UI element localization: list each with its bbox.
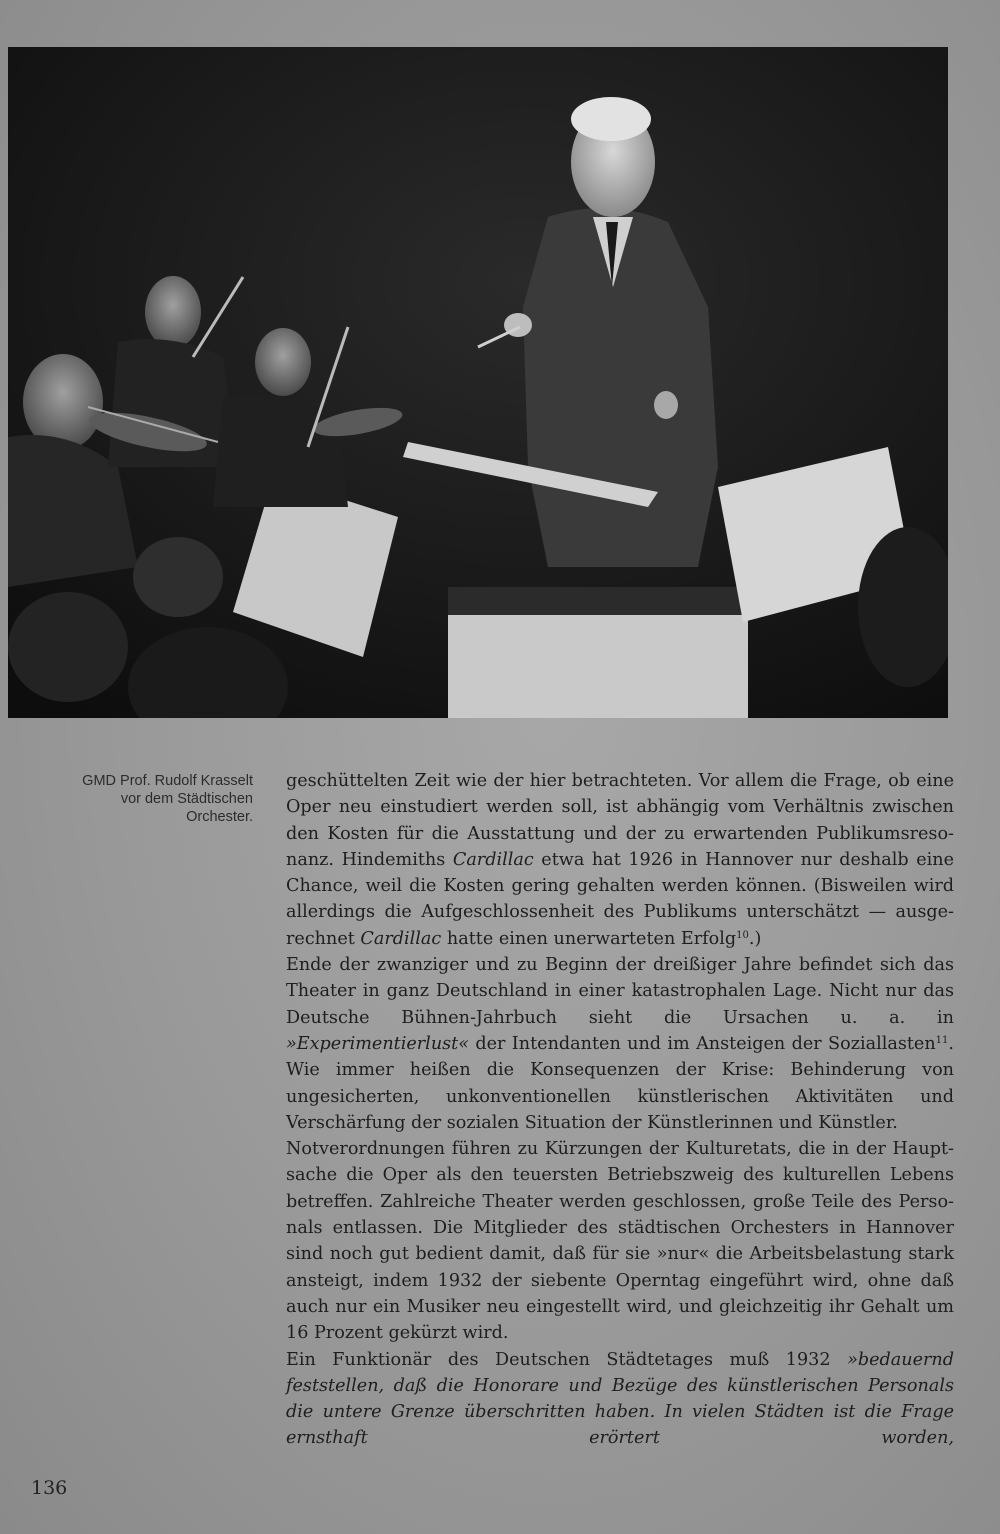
paragraph-4 [286,1347,954,1452]
paragraph-2-text-d: . Wie immer heißen die Konsequenzen der Krise: Behinderung von ungesicherten, unkonventionellen künstlerischen Aktivitäten und Verschärfung der sozialen Situation der Künstlerinnen und Künstler. [286,1033,954,1133]
paragraph-2-text-a: Ende der zwanziger und zu Beginn der dreißiger Jahre befindet sich das Theater in ganz Deutschland in einer katastrophalen Lage. Nicht nur das Deutsche Bühnen-Jahrbuch sieht die Ursachen u. a. in [286,955,954,1028]
paragraph-2-text-c: der Intendanten und im Ansteigen der Soziallasten [469,1033,936,1054]
body-text [286,768,954,1452]
paragraph-1 [286,768,954,952]
photo-illustration [8,47,948,718]
caption-line-3: Orchester. [186,809,253,825]
caption-line-2: vor dem Städtischen [120,791,253,807]
orchestra-photo [8,47,948,718]
opera-title-cardillac: Cardillac [452,849,534,870]
quote-experimentierlust: »Experimentierlust« [286,1033,470,1054]
paragraph-3: Notverordnungen führen zu Kürzungen der Kulturetats, die in der Hauptsache die Oper als den teuersten Betriebszweig des kulturellen Lebens betreffen. Zahlreiche Theater werden geschlossen, große Teile des Personals entlassen. Die Mitglieder des städtischen Orchesters in Hannover sind noch gut bedient damit, daß für sie »nur« die Arbeitsbelastung stark ansteigt, indem 1932 der siebente Operntag eingeführt wird, ohne daß auch nur ein Musiker neu eingestellt wird, und gleichzeitig ihr Gehalt um 16 Prozent gekürzt wird. [286,1139,954,1344]
quote-staedtetag: »bedauernd feststellen, daß die Honorare und Bezüge des künstlerischen Personals die untere Grenze überschritten haben. In vielen Städten ist die Frage ernsthaft erörtert worden, [286,1349,954,1449]
paragraph-2 [286,952,954,1136]
caption-line-1: GMD Prof. Rudolf Krasselt [82,773,253,789]
paragraph-1-text-c: etwa hat 1926 in Hannover nur deshalb eine Chance, weil die Kosten gering gehalten werden können. (Bisweilen wird allerdings die Aufgeschlossenheit des Publikums unterschätzt — ausgerechnet [286,849,954,949]
footnote-ref-10: 10 [736,929,749,941]
opera-title-cardillac-2: Cardillac [360,928,442,949]
footnote-ref-11: 11 [935,1034,949,1046]
paragraph-1-text-a: geschüttelten Zeit wie der hier betrachteten. Vor allem die Frage, ob eine Oper neu einstudiert werden soll, ist abhängig vom Verhältnis zwischen den Kosten für die Ausstattung und der zu erwartenden Publikumsresonanz. Hindemiths [286,771,954,870]
photo-caption [40,772,253,826]
page-number: 136 [31,1477,68,1499]
paragraph-1-text-e: hatte einen unerwarteten Erfolg [441,928,737,949]
paragraph-4-text-a: Ein Funktionär des Deutschen Städtetages muß 1932 [286,1349,848,1370]
paragraph-1-text-f: .) [748,928,762,949]
